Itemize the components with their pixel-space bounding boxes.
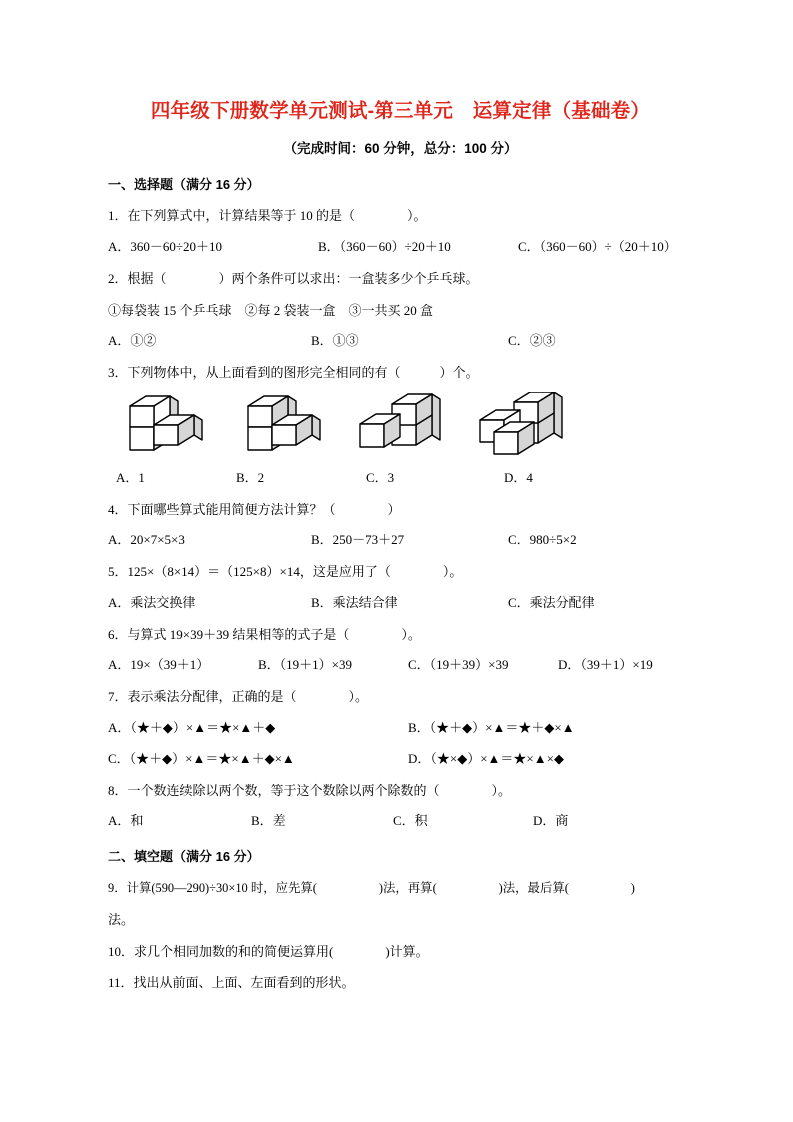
page-title: 四年级下册数学单元测试-第三单元 运算定律（基础卷） [150, 100, 651, 122]
option-c[interactable]: C．980÷5×2 [508, 532, 577, 548]
option-b[interactable]: B．乘法结合律 [311, 594, 398, 610]
cube-figure-c [348, 392, 444, 462]
page-subtitle: （完成时间：60 分钟，总分：100 分） [283, 141, 518, 157]
option-b[interactable]: B．（360－60）÷20＋10 [318, 239, 451, 255]
question-3-stem: 3．下列物体中，从上面看到的图形完全相同的有（ ）个。 [108, 365, 479, 381]
option-b[interactable]: B．①③ [311, 333, 359, 349]
question-4-options [108, 532, 693, 549]
option-a[interactable]: A．乘法交换律 [108, 594, 196, 610]
question-8-stem: 8．一个数连续除以两个数，等于这个数除以两个除数的（ ）。 [108, 782, 512, 798]
option-b[interactable]: B．差 [251, 813, 286, 829]
option-c[interactable]: C．（19＋39）×39 [408, 657, 509, 673]
option-d[interactable]: D．（★×◆）×▲＝★×▲×◆ [408, 750, 564, 766]
section-heading-fill-blank: 二、填空题（满分 16 分） [108, 849, 260, 865]
option-c[interactable]: C．②③ [508, 333, 556, 349]
question-2-stem: 2．根据（ ）两个条件可以求出：一盒装多少个乒乓球。 [108, 271, 479, 287]
question-3-options [108, 470, 693, 487]
question-4-stem: 4．下面哪些算式能用简便方法计算？（ ） [108, 501, 401, 517]
cube-figure-b [238, 392, 330, 462]
option-c[interactable]: C．（★＋◆）×▲＝★×▲＋◆×▲ [108, 750, 295, 766]
question-2-options [108, 333, 693, 350]
option-c[interactable]: C．（360－60）÷（20＋10） [518, 239, 677, 255]
option-a[interactable]: A．①② [108, 333, 157, 349]
question-1-options [108, 239, 693, 256]
option-a[interactable]: A．20×7×5×3 [108, 532, 185, 548]
question-3-figures [108, 392, 693, 464]
option-b[interactable]: B．（19＋1）×39 [258, 657, 353, 673]
option-a[interactable]: A．19×（39＋1） [108, 657, 210, 673]
option-c[interactable]: C．3 [366, 469, 395, 485]
question-5-stem: 5．125×（8×14）＝（125×8）×14，这是应用了（ ）。 [108, 564, 463, 580]
option-c[interactable]: C．积 [393, 813, 428, 829]
option-b[interactable]: B．2 [236, 469, 265, 485]
question-8-options [108, 813, 693, 830]
question-5-options [108, 595, 693, 612]
question-7-options-row1 [108, 720, 693, 737]
question-6-stem: 6．与算式 19×39＋39 结果相等的式子是（ ）。 [108, 626, 421, 642]
option-a[interactable]: A．360－60÷20＋10 [108, 239, 223, 255]
question-7-stem: 7．表示乘法分配律，正确的是（ ）。 [108, 689, 369, 705]
option-d[interactable]: D．（39＋1）×19 [558, 657, 653, 673]
question-11-stem: 11．找出从前面、上面、左面看到的形状。 [108, 975, 355, 991]
option-a[interactable]: A．1 [116, 469, 145, 485]
section-heading-choice: 一、选择题（满分 16 分） [108, 176, 260, 192]
option-b[interactable]: B．250－73＋27 [311, 532, 405, 548]
question-7-options-row2 [108, 751, 693, 768]
option-a[interactable]: A．和 [108, 813, 144, 829]
option-d[interactable]: D．4 [504, 469, 533, 485]
option-c[interactable]: C．乘法分配律 [508, 594, 595, 610]
question-1-stem: 1．在下列算式中，计算结果等于 10 的是（ ）。 [108, 208, 427, 224]
question-9-stem-line2: 法。 [108, 912, 135, 928]
option-d[interactable]: D．商 [533, 813, 569, 829]
option-b[interactable]: B．（★＋◆）×▲＝★＋◆×▲ [408, 719, 575, 735]
question-6-options [108, 657, 693, 674]
option-a[interactable]: A．（★＋◆）×▲＝★×▲＋◆ [108, 719, 276, 735]
cube-figure-a [118, 392, 210, 462]
page-content [108, 0, 693, 992]
question-9-stem-line1: 9．计算(590—290)÷30×10 时，应先算( )法，再算( )法，最后算( ) [108, 881, 635, 896]
question-2-conditions: ①每袋装 15 个乒乓球 ②每 2 袋装一盒 ③一共买 20 盒 [108, 302, 434, 318]
question-10-stem: 10．求几个相同加数的和的简便运算用( )计算。 [108, 943, 429, 959]
cube-figure-d [470, 392, 566, 462]
